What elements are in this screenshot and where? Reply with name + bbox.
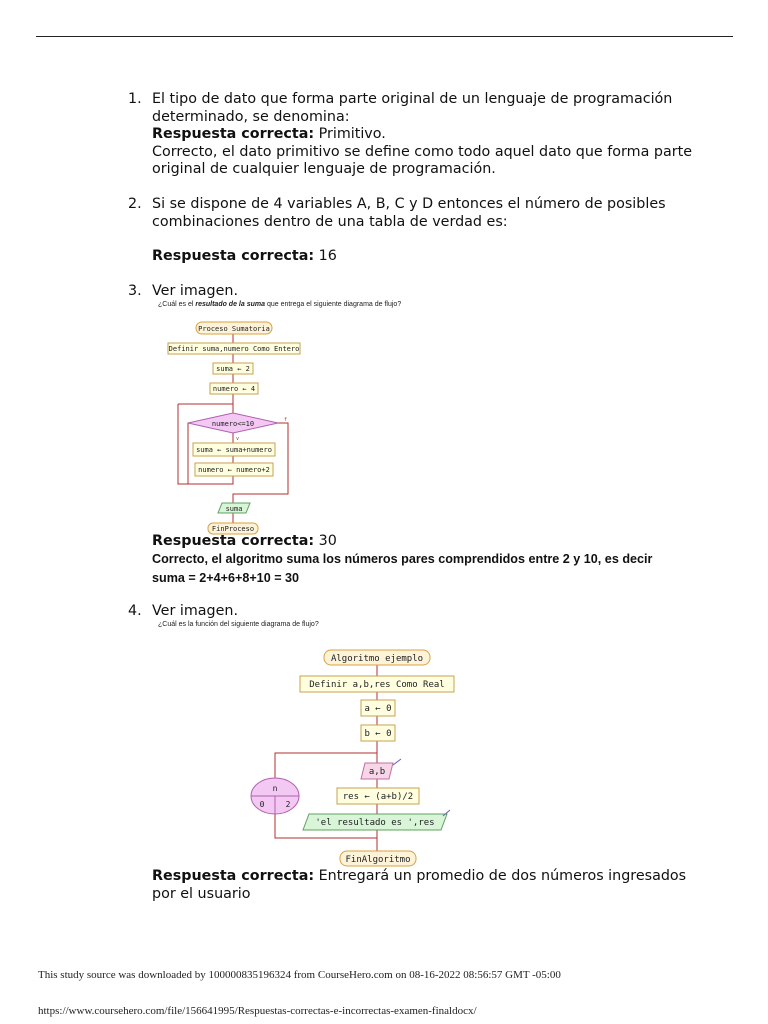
flow2-loop-step: 2	[285, 800, 291, 809]
image-question-post: que entrega el siguiente diagrama de flujo?	[265, 301, 402, 308]
flow1-false-label: f	[284, 417, 288, 423]
answer-line	[152, 126, 692, 144]
answer-value: 16	[314, 248, 337, 264]
flow1-assign1-text: suma ← 2	[216, 365, 250, 373]
answer-value: Entregará un promedio de dos números ingresados por el usuario	[152, 868, 687, 902]
flow1-define-text: Definir suma,numero Como Entero	[168, 345, 300, 353]
answer-label: Respuesta correcta:	[152, 126, 315, 142]
flow2-end-text: FinAlgoritmo	[345, 855, 411, 865]
answer-line	[152, 868, 692, 903]
flow1-body1-text: suma ← suma+numero	[196, 446, 272, 454]
flow2-output-text: 'el resultado es ',res	[315, 818, 435, 828]
flow1-output-text: suma	[225, 505, 243, 513]
explanation-3: Correcto, el algoritmo suma los números pares comprendidos entre 2 y 10, es decir suma = 2+4+6+8+10 = 30	[152, 552, 653, 585]
image-question-em: resultado de la suma	[195, 301, 265, 308]
answer-line	[152, 248, 692, 266]
answer-line	[152, 533, 692, 551]
flow1-assign2-text: numero ← 4	[212, 385, 256, 393]
flowchart-1	[160, 316, 320, 536]
image-question-3	[158, 301, 401, 308]
image-question-pre: ¿Cuál es el	[158, 301, 196, 308]
flow2-assign2-text: b ← 0	[364, 729, 392, 739]
question-text: Ver imagen.	[152, 283, 239, 299]
top-rule	[36, 36, 733, 37]
answer-label: Respuesta correcta:	[152, 533, 315, 549]
question-text: Ver imagen.	[152, 603, 239, 619]
question-number: 4.	[128, 603, 142, 619]
flow1-start-text: Proceso Sumatoria	[198, 325, 270, 333]
question-number: 2.	[128, 196, 142, 212]
flow2-define-text: Definir a,b,res Como Real	[309, 680, 445, 690]
flow1-body2-text: numero ← numero+2	[198, 466, 270, 474]
explanation-text: Correcto, el dato primitivo se define como todo aquel dato que forma parte original de cualquier lenguaje de programación.	[152, 143, 693, 177]
image-question-4: ¿Cuál es la función del siguiente diagrama de flujo?	[158, 621, 319, 628]
answer-label: Respuesta correcta:	[152, 868, 315, 884]
flow2-loop-from: 0	[259, 800, 265, 809]
answer-value: 30	[314, 533, 337, 549]
flow2-start-text: Algoritmo ejemplo	[330, 654, 424, 664]
footer-download-note: This study source was downloaded by 100000835196324 from CourseHero.com on 08-16-2022 08:56:57 GMT -05:00	[38, 969, 561, 981]
question-text: El tipo de dato que forma parte original de un lenguaje de programación determinado, se denomina:	[152, 91, 673, 125]
answer-value: Primitivo.	[314, 126, 386, 142]
question-text: Si se dispone de 4 variables A, B, C y D entonces el número de posibles combinaciones dentro de una tabla de verdad es:	[152, 196, 666, 230]
flow2-input-text: a,b	[368, 767, 386, 777]
footer-source-url[interactable]: https://www.coursehero.com/file/156641995/Respuestas-correctas-e-incorrectas-examen-finaldocx/	[38, 1005, 477, 1017]
flow1-end-text: FinProceso	[211, 525, 255, 533]
answer-label: Respuesta correcta:	[152, 248, 315, 264]
flow2-assign1-text: a ← 0	[364, 704, 392, 714]
flow1-true-label: v	[236, 436, 240, 442]
flow2-loop-var: n	[272, 784, 278, 793]
flow2-calc-text: res ← (a+b)/2	[342, 792, 414, 802]
question-number: 3.	[128, 283, 142, 299]
flow1-condition-text: numero<=10	[211, 420, 255, 428]
flowchart-2	[245, 645, 475, 870]
flow2-input-arrow-icon	[393, 759, 401, 765]
question-number: 1.	[128, 91, 142, 107]
